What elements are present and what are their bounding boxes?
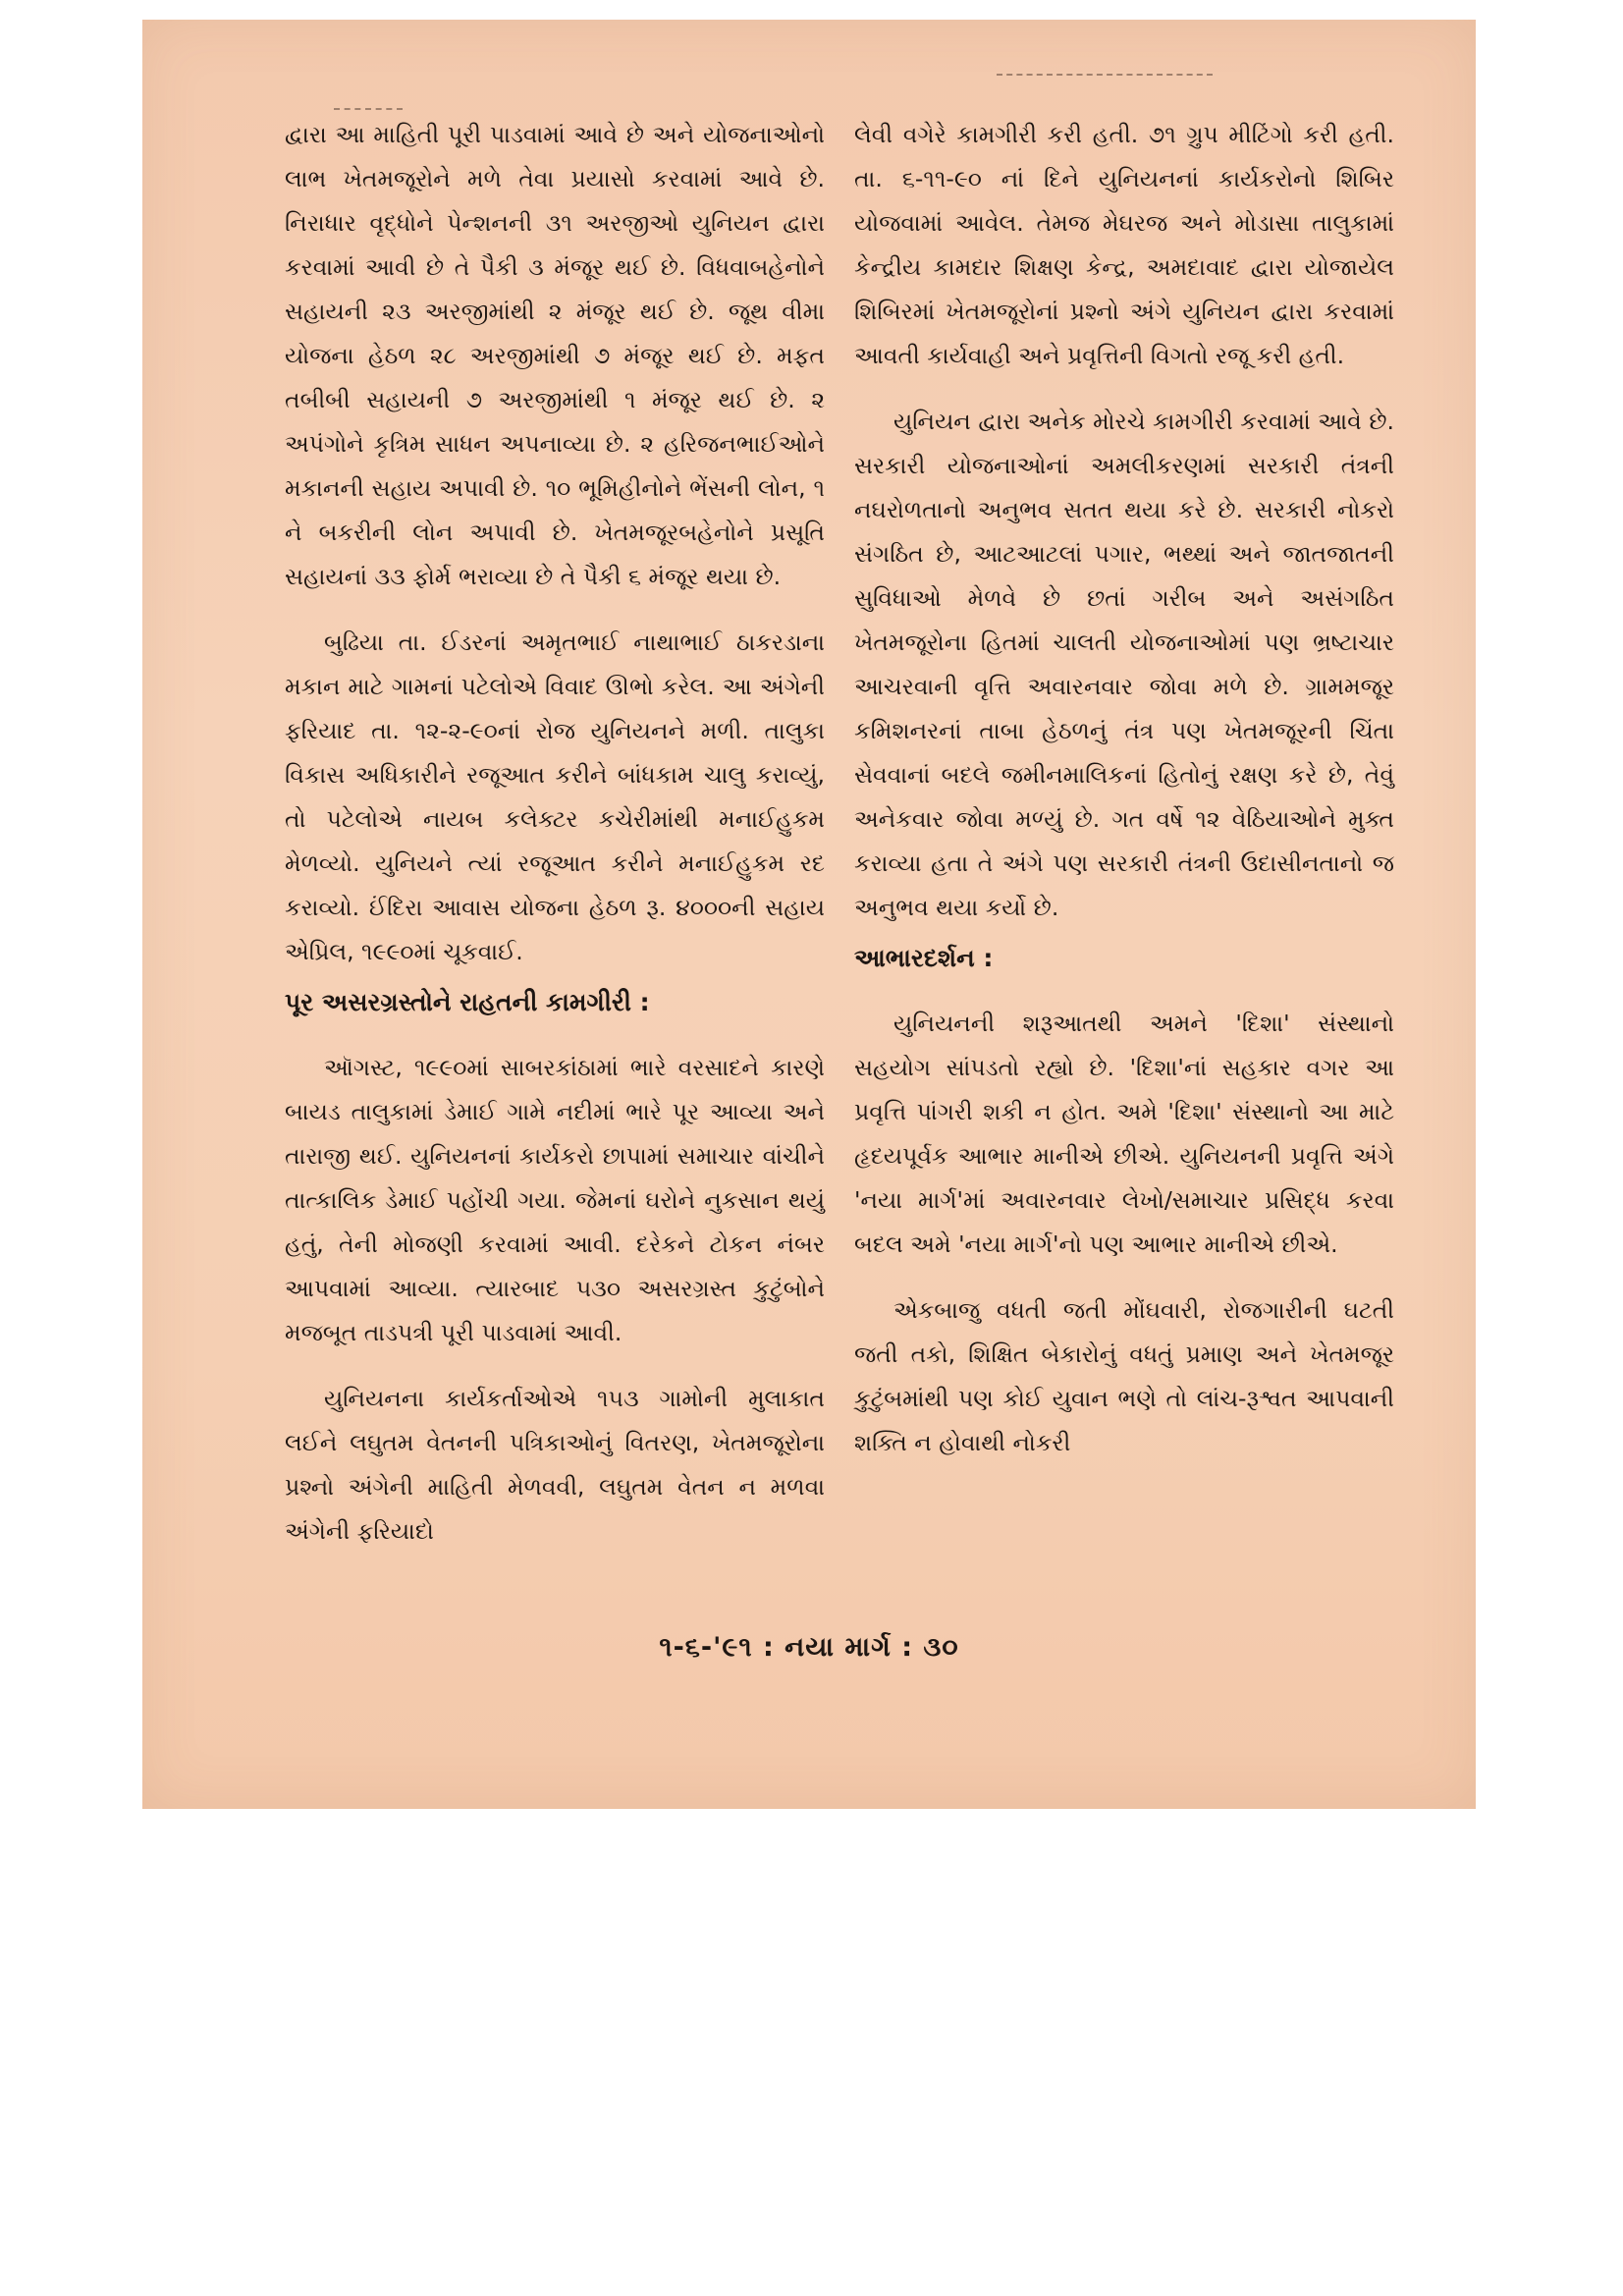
section-heading-flood-relief: પૂર અસરગ્રસ્તોને રાહતની કામગીરી : [285,988,650,1016]
right-paragraph-4: એકબાજુ વધતી જતી મોંઘવારી, રોજગારીની ઘટતી જતી તકો, શિક્ષિત બેકારોનું વધતું પ્રમાણ અને ખેતમજૂર કુટુંબમાંથી પણ કોઈ યુવાન ભણે તો લાંચ-રૂશ્વત આપવાની શક્તિ ન હોવાથી નોકરી [854,1296,1394,1456]
section-heading-acknowledgement: આભારદર્શન : [854,944,994,972]
right-paragraph-3: યુનિયનની શરૂઆતથી અમને 'દિશા' સંસ્થાનો સહયોગ સાંપડતો રહ્યો છે. 'દિશા'નાં સહકાર વગર આ પ્રવૃત્તિ પાંગરી શકી ન હોત. અમે 'દિશા' સંસ્થાનો આ માટે હૃદયપૂર્વક આભાર માનીએ છીએ. યુનિયનની પ્રવૃત્તિ અંગે 'નયા માર્ગ'માં અવારનવાર લેખો/સમાચાર પ્રસિદ્ધ કરવા બદલ અમે 'નયા માર્ગ'નો પણ આભાર માનીએ છીએ. [854,1010,1394,1258]
right-paragraph-1: લેવી વગેરે કામગીરી કરી હતી. ૭૧ ગ્રુપ મીટિંગો કરી હતી. તા. ૬-૧૧-૯૦ નાં દિને યુનિયનનાં કાર્યકરોનો શિબિર યોજવામાં આવેલ. તેમજ મેઘરજ અને મોડાસા તાલુકામાં કેન્દ્રીય કામદાર શિક્ષણ કેન્દ્ર, અમદાવાદ દ્વારા યોજાયેલ શિબિરમાં ખેતમજૂરોનાં પ્રશ્નો અંગે યુનિયન દ્વારા કરવામાં આવતી કાર્યવાહી અને પ્રવૃત્તિની વિગતો રજૂ કરી હતી. [854,121,1394,369]
left-column [285,113,825,1554]
right-paragraph-2: યુનિયન દ્વારા અનેક મોરચે કામગીરી કરવામાં આવે છે. સરકારી યોજનાઓનાં અમલીકરણમાં સરકારી તંત્રની નઘરોળતાનો અનુભવ સતત થયા કરે છે. સરકારી નોકરો સંગઠિત છે, આટઆટલાં પગાર, ભથ્થાં અને જાતજાતની સુવિધાઓ મેળવે છે છતાં ગરીબ અને અસંગઠિત ખેતમજૂરોના હિતમાં ચાલતી યોજનાઓમાં પણ ભ્રષ્ટાચાર આચરવાની વૃત્તિ અવારનવાર જોવા મળે છે. ગ્રામમજૂર કમિશનરનાં તાબા હેઠળનું તંત્ર પણ ખેતમજૂરની ચિંતા સેવવાનાં બદલે જમીનમાલિકનાં હિતોનું રક્ષણ કરે છે, તેવું અનેકવાર જોવા મળ્યું છે. ગત વર્ષે ૧૨ વેઠિયાઓને મુક્ત કરાવ્યા હતા તે અંગે પણ સરકારી તંત્રની ઉદાસીનતાનો જ અનુભવ થયા કર્યો છે. [854,408,1394,921]
left-paragraph-2: બુઢિયા તા. ઈડરનાં અમૃતભાઈ નાથાભાઈ ઠાકરડાના મકાન માટે ગામનાં પટેલોએ વિવાદ ઊભો કરેલ. આ અંગેની ફરિયાદ તા. ૧૨-૨-૯૦નાં રોજ યુનિયનને મળી. તાલુકા વિકાસ અધિકારીને રજૂઆત કરીને બાંધકામ ચાલુ કરાવ્યું, તો પટેલોએ નાયબ કલેક્ટર કચેરીમાંથી મનાઈહુકમ મેળવ્યો. યુનિયને ત્યાં રજૂઆત કરીને મનાઈહુકમ રદ કરાવ્યો. ઈંદિરા આવાસ યોજના હેઠળ રૂ. ૪૦૦૦ની સહાય એપ્રિલ, ૧૯૯૦માં ચૂકવાઈ. [285,629,825,965]
top-left-rule [334,108,403,110]
left-paragraph-4: યુનિયનના કાર્યકર્તાઓએ ૧૫૩ ગામોની મુલાકાત લઈને લઘુતમ વેતનની પત્રિકાઓનું વિતરણ, ખેતમજૂરોના પ્રશ્નો અંગેની માહિતી મેળવવી, લઘુતમ વેતન ન મળવા અંગેની ફરિયાદો [285,1385,825,1545]
left-paragraph-1: દ્વારા આ માહિતી પૂરી પાડવામાં આવે છે અને યોજનાઓનો લાભ ખેતમજૂરોને મળે તેવા પ્રયાસો કરવામાં આવે છે. નિરાધાર વૃદ્ધોને પેન્શનની ૩૧ અરજીઓ યુનિયન દ્વારા કરવામાં આવી છે તે પૈકી ૩ મંજૂર થઈ છે. વિધવાબહેનોને સહાયની ૨૩ અરજીમાંથી ૨ મંજૂર થઈ છે. જૂથ વીમા યોજના હેઠળ ૨૮ અરજીમાંથી ૭ મંજૂર થઈ છે. મફત તબીબી સહાયની ૭ અરજીમાંથી ૧ મંજૂર થઈ છે. ૨ અપંગોને કૃત્રિમ સાધન અપનાવ્યા છે. ૨ હરિજનભાઈઓને મકાનની સહાય અપાવી છે. ૧૦ ભૂમિહીનોને ભેંસની લોન, ૧ ને બકરીની લોન અપાવી છે. ખેતમજૂરબહેનોને પ્રસૂતિ સહાયનાં ૩૩ ફોર્મ ભરાવ્યા છે તે પૈકી ૬ મંજૂર થયા છે. [285,121,825,590]
page-footer: ૧-૬-'૯૧ : નયા માર્ગ : ૩૦ [659,1632,959,1663]
left-paragraph-3: ઑગસ્ટ, ૧૯૯૦માં સાબરકાંઠામાં ભારે વરસાદને કારણે બાયડ તાલુકામાં ડેમાઈ ગામે નદીમાં ભારે પૂર આવ્યા અને તારાજી થઈ. યુનિયનનાં કાર્યકરો છાપામાં સમાચાર વાંચીને તાત્કાલિક ડેમાઈ પહોંચી ગયા. જેમનાં ઘરોને નુકસાન થયું હતું, તેની મોજણી કરવામાં આવી. દરેકને ટોકન નંબર આપવામાં આવ્યા. ત્યારબાદ ૫૩૦ અસરગ્રસ્ત કુટુંબોને મજબૂત તાડપત્રી પૂરી પાડવામાં આવી. [285,1054,825,1346]
magazine-page [142,20,1476,1809]
right-column [854,113,1394,1465]
top-right-rule [997,74,1213,76]
